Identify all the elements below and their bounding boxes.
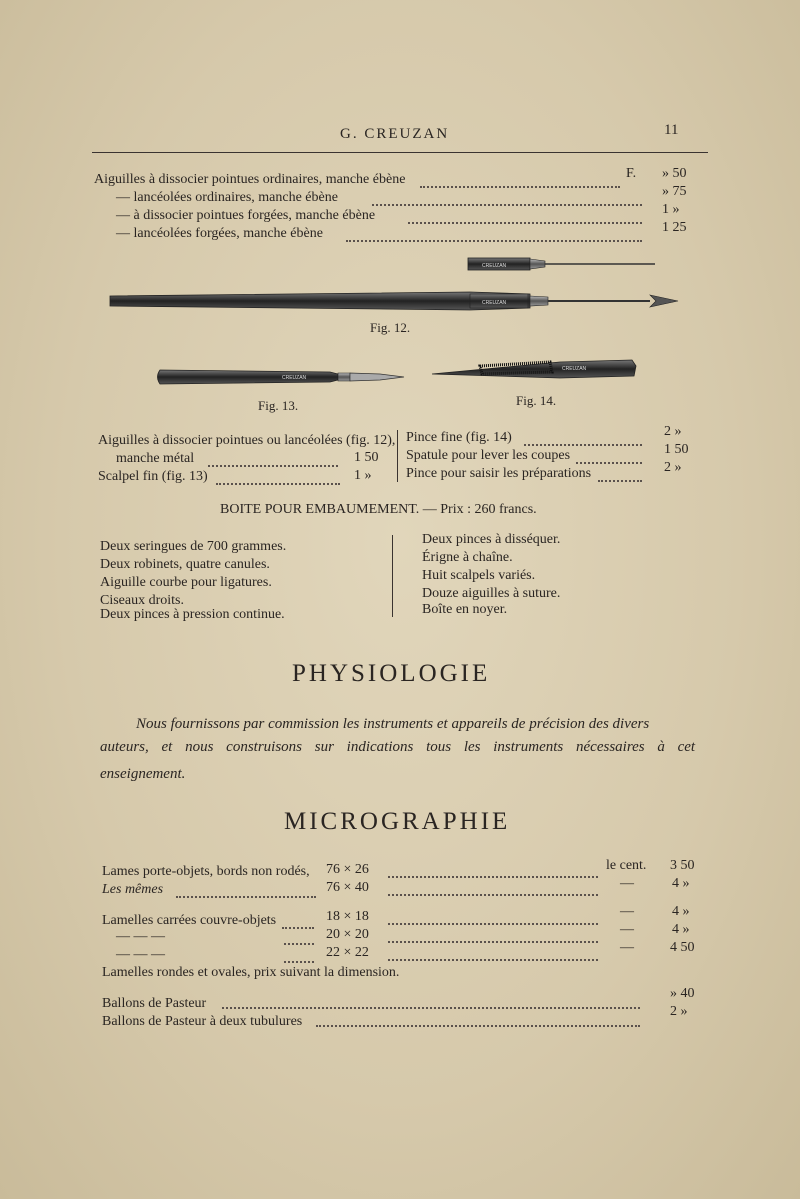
micro-item-dimension: 76 × 40	[326, 880, 369, 895]
dot-leader	[284, 947, 314, 963]
right-item-price: 2 »	[664, 424, 682, 439]
list-item-price: » 75	[662, 184, 687, 199]
boite-item: Deux robinets, quatre canules.	[100, 557, 270, 572]
right-item-label: Spatule pour lever les coupes	[406, 448, 571, 463]
right-item-price: 2 »	[664, 460, 682, 475]
ballon-item-price: » 40	[670, 986, 695, 1001]
micrographie-heading: MICROGRAPHIE	[284, 808, 511, 835]
micro-item-price: 3 50	[670, 858, 695, 873]
boite-item: Deux pinces à pression continue.	[100, 607, 285, 622]
ballon-item-price: 2 »	[670, 1004, 688, 1019]
left-item-label: Scalpel fin (fig. 13)	[98, 469, 208, 484]
dot-leader	[316, 1011, 640, 1027]
micro-item-label: Lamelles carrées couvre-objets	[102, 913, 277, 928]
dot-leader	[524, 430, 642, 446]
dot-leader	[408, 208, 642, 224]
left-item-label: manche métal	[116, 451, 195, 466]
boite-item: Deux pinces à disséquer.	[422, 532, 561, 547]
dot-leader	[420, 172, 620, 188]
list-item-price: » 50	[662, 166, 687, 181]
page-number: 11	[664, 122, 679, 138]
list-item-label: — lancéolées ordinaires, manche ébène	[116, 190, 338, 205]
micro-item-unit: —	[620, 940, 634, 955]
fig-12-caption: Fig. 12.	[370, 320, 411, 335]
dot-leader	[346, 226, 642, 242]
physiologie-heading: PHYSIOLOGIE	[292, 660, 491, 687]
right-item-price: 1 50	[664, 442, 689, 457]
fig-13-14-illustrations	[0, 360, 800, 410]
physiologie-text-line: Nous fournissons par commission les instruments et appareils de précision des divers	[136, 716, 650, 732]
boite-title: BOITE POUR EMBAUMEMENT. — Prix : 260 francs.	[220, 502, 537, 517]
micro-item-price: 4 »	[672, 922, 690, 937]
boite-item: Aiguille courbe pour ligatures.	[100, 575, 272, 590]
micro-item-label: Lames porte-objets, bords non rodés,	[102, 864, 310, 879]
boite-item: Ciseaux droits.	[100, 593, 184, 608]
brand-mark: CREUZAN	[562, 366, 587, 372]
micro-item-label: — — —	[116, 947, 165, 962]
list-item-label: — lancéolées forgées, manche ébène	[116, 226, 323, 241]
dot-leader	[176, 882, 316, 898]
fig-14-caption: Fig. 14.	[516, 393, 557, 408]
dot-leader	[388, 945, 598, 961]
micro-item-price: 4 »	[672, 904, 690, 919]
column-separator	[392, 535, 393, 617]
boite-item: Huit scalpels variés.	[422, 568, 536, 583]
dot-leader	[222, 993, 640, 1009]
dot-leader	[372, 190, 642, 206]
physiologie-text-line: auteurs, et nous construisons sur indications tous les instruments nécessaires à cet	[100, 739, 696, 755]
dot-leader	[388, 909, 598, 925]
dot-leader	[216, 469, 340, 485]
brand-mark: CREUZAN	[482, 263, 507, 269]
left-item-label: Aiguilles à dissocier pointues ou lancéolées (fig. 12),	[98, 433, 396, 448]
dot-leader	[388, 862, 598, 878]
boite-item: Érigne à chaîne.	[422, 550, 513, 565]
dot-leader	[598, 466, 642, 482]
micro-item-price: 4 »	[672, 876, 690, 891]
micro-item-label: Les mêmes	[102, 882, 164, 897]
micro-item-unit: —	[620, 876, 634, 891]
currency-unit: F.	[626, 166, 637, 181]
dot-leader	[284, 929, 314, 945]
left-item-price: 1 »	[354, 468, 372, 483]
boite-item: Douze aiguilles à suture.	[422, 586, 561, 601]
header-rule	[92, 152, 708, 153]
list-item-label: — à dissocier pointues forgées, manche ébène	[116, 208, 376, 223]
dot-leader	[388, 880, 598, 896]
fig-12-illustration	[0, 250, 800, 370]
micro-note: Lamelles rondes et ovales, prix suivant la dimension.	[102, 965, 400, 980]
micro-item-unit: —	[620, 904, 634, 919]
fig-13-caption: Fig. 13.	[258, 398, 299, 413]
column-separator	[397, 430, 398, 482]
list-item-price: 1 25	[662, 220, 687, 235]
boite-item: Boîte en noyer.	[422, 602, 508, 617]
boite-item: Deux seringues de 700 grammes.	[100, 539, 287, 554]
left-item-price: 1 50	[354, 450, 379, 465]
dot-leader	[208, 451, 338, 467]
page-header-title: G. CREUZAN	[340, 126, 450, 142]
brand-mark: CREUZAN	[482, 300, 507, 306]
list-item-price: 1 »	[662, 202, 680, 217]
brand-mark: CREUZAN	[282, 375, 307, 381]
dot-leader	[388, 927, 598, 943]
micro-item-dimension: 76 × 26	[326, 862, 369, 877]
right-item-label: Pince fine (fig. 14)	[406, 430, 512, 445]
micro-item-label: — — —	[116, 929, 165, 944]
micro-item-unit: —	[620, 922, 634, 937]
physiologie-text-line: enseignement.	[100, 766, 186, 782]
micro-item-dimension: 20 × 20	[326, 927, 369, 942]
ballon-item-label: Ballons de Pasteur	[102, 996, 207, 1011]
micro-item-dimension: 18 × 18	[326, 909, 369, 924]
list-item-label: Aiguilles à dissocier pointues ordinaires, manche ébène	[94, 172, 406, 187]
dot-leader	[576, 448, 642, 464]
micro-item-dimension: 22 × 22	[326, 945, 369, 960]
dot-leader	[282, 913, 314, 929]
right-item-label: Pince pour saisir les préparations	[406, 466, 592, 481]
micro-item-unit: le cent.	[606, 858, 647, 873]
ballon-item-label: Ballons de Pasteur à deux tubulures	[102, 1014, 303, 1029]
micro-item-price: 4 50	[670, 940, 695, 955]
